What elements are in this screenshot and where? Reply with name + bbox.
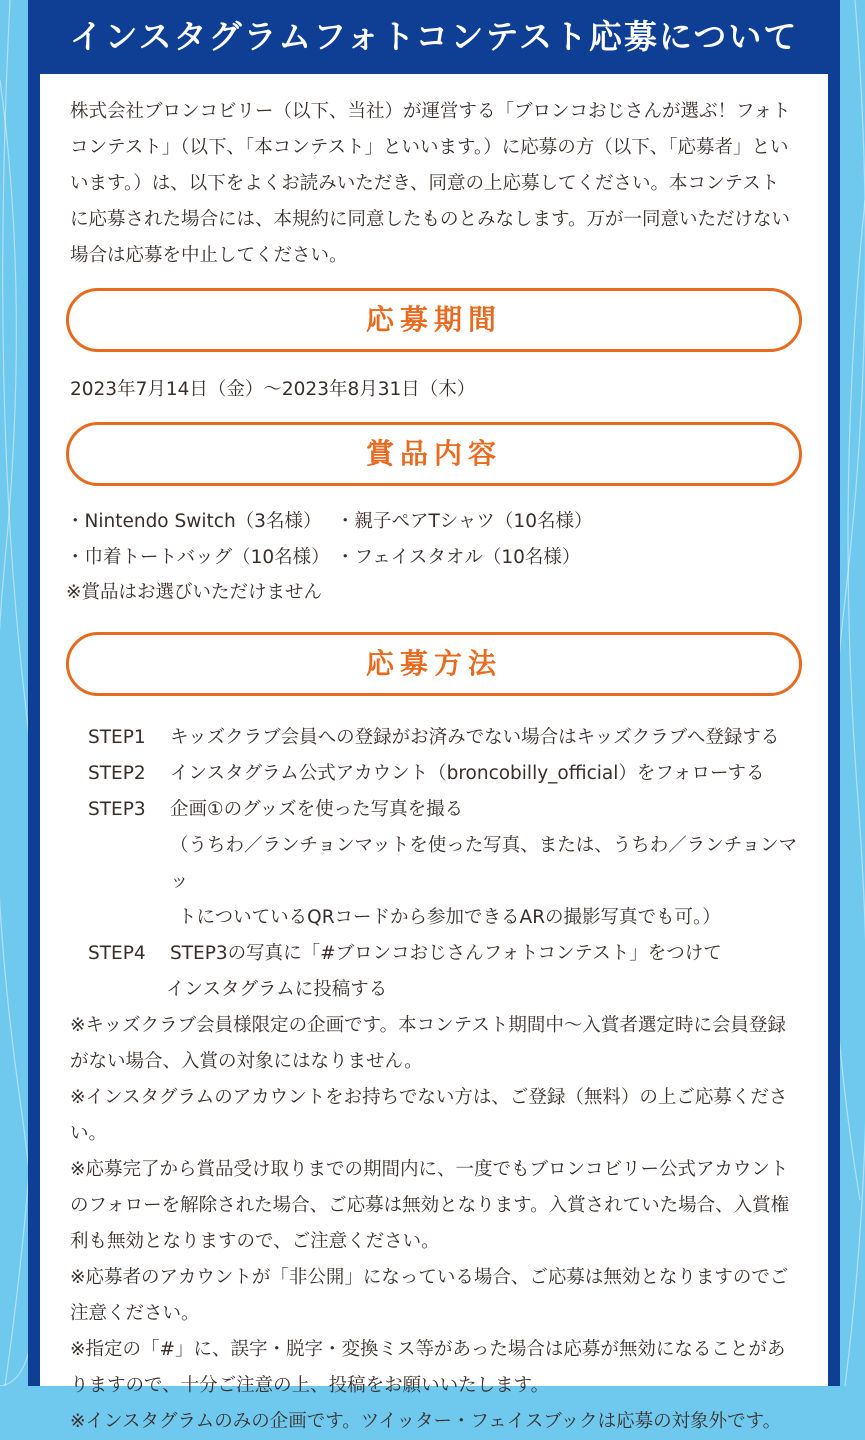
- intro-line: 場合は応募を中止してください。: [70, 245, 348, 266]
- step-text: 企画①のグッズを使った写真を撮る: [170, 799, 464, 820]
- period-text: 2023年7月14日（金）～2023年8月31日（木）: [70, 379, 476, 400]
- note-line: 利も無効となりますので、ご注意ください。: [70, 1231, 440, 1252]
- prize-item: ・Nintendo Switch（3名様）: [66, 511, 322, 532]
- page-title: インスタグラムフォトコンテスト応募について: [69, 17, 799, 56]
- prizes-note: ※賞品はお選びいただけません: [66, 582, 323, 603]
- step-row: [70, 720, 806, 756]
- step-subtext: （うちわ／ランチョンマットを使った写真、または、うちわ／ランチョンマッ: [170, 835, 798, 892]
- contest-panel: [28, 0, 840, 1432]
- note-line: 注意ください。: [70, 1303, 200, 1324]
- step-label: STEP4: [88, 943, 146, 964]
- intro-line: コンテスト」（以下、「本コンテスト」といいます。）に応募の方（以下、「応募者」とい: [70, 137, 789, 158]
- prize-item: ・巾着トートバッグ（10名様）: [66, 547, 330, 568]
- note-line: ※応募者のアカウントが「非公開」になっている場合、ご応募は無効となりますのでご: [70, 1267, 789, 1288]
- method-heading: 応募方法: [66, 632, 802, 696]
- period-heading: 応募期間: [66, 288, 802, 352]
- content-card: [40, 74, 828, 1432]
- step-text: STEP3の写真に「#ブロンコおじさんフォトコンテスト」をつけて: [170, 943, 722, 964]
- note-line: のフォローを解除された場合、ご応募は無効となります。入賞されていた場合、入賞権: [70, 1195, 790, 1216]
- note-line: ※キッズクラブ会員様限定の企画です。本コンテスト期間中～入賞者選定時に会員登録: [70, 1015, 786, 1036]
- step-label: STEP2: [88, 763, 146, 784]
- prizes-heading: 賞品内容: [66, 422, 802, 486]
- intro-line: 株式会社ブロンコビリー（以下、当社）が運営する「ブロンコおじさんが選ぶ！フォト: [70, 101, 791, 122]
- note-line: りますので、十分ご注意の上、投稿をお願いいたします。: [70, 1375, 550, 1396]
- note-line: ※指定の「#」に、誤字・脱字・変換ミス等があった場合は応募が無効になることがあ: [70, 1339, 786, 1360]
- step-subtext: インスタグラムに投稿する: [166, 979, 388, 1000]
- step-row: [70, 936, 806, 972]
- step-list: [70, 720, 806, 1008]
- step-row: [70, 756, 806, 792]
- note-line: がない場合、入賞の対象にはなりません。: [70, 1051, 423, 1072]
- step-label: STEP3: [88, 799, 146, 820]
- prize-item: ・親子ペアTシャツ（10名様）: [336, 511, 593, 532]
- step-text: インスタグラム公式アカウント（broncobilly_official）をフォローする: [170, 763, 765, 784]
- note-line: ※インスタグラムのみの企画です。ツイッター・フェイスブックは応募の対象外です。: [70, 1411, 782, 1432]
- intro-line: に応募された場合には、本規約に同意したものとみなします。万が一同意いただけない: [70, 209, 791, 230]
- step-label: STEP1: [88, 727, 146, 748]
- notes-list: [70, 1008, 806, 1440]
- prize-item: ・フェイスタオル（10名様）: [336, 547, 581, 568]
- prize-list: [66, 504, 806, 610]
- step-text: キッズクラブ会員への登録がお済みでない場合はキッズクラブへ登録する: [170, 727, 780, 748]
- step-subtext: トについているQRコードから参加できるARの撮影写真でも可。）: [178, 907, 721, 928]
- note-line: ※インスタグラムのアカウントをお持ちでない方は、ご登録（無料）の上ご応募ください。: [70, 1087, 788, 1144]
- intro-text: [70, 94, 806, 274]
- note-line: ※応募完了から賞品受け取りまでの期間内に、一度でもブロンコビリー公式アカウント: [70, 1159, 789, 1180]
- intro-line: います。）は、以下をよくお読みいただき、同意の上応募してください。本コンテスト: [70, 173, 780, 194]
- step-row: [70, 792, 806, 828]
